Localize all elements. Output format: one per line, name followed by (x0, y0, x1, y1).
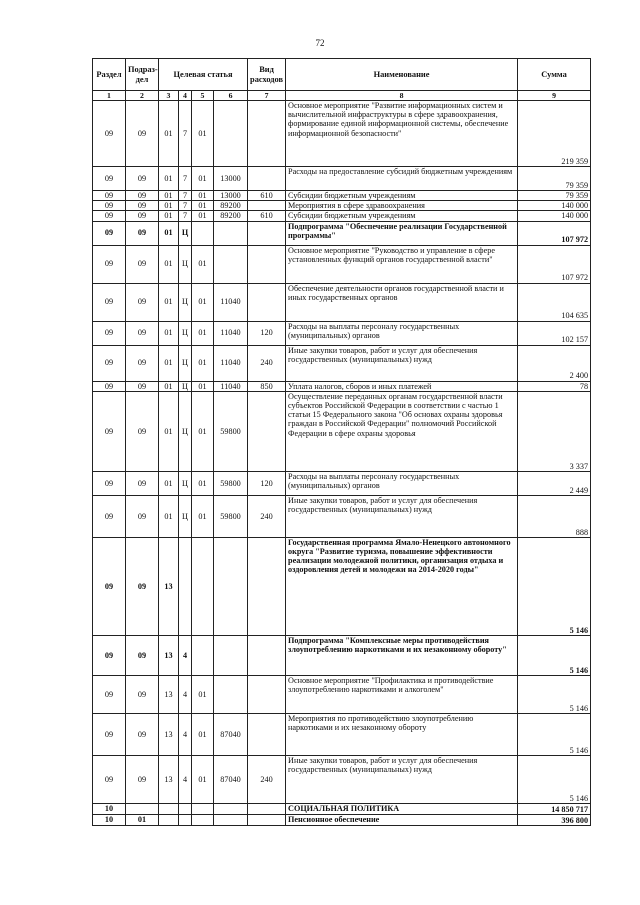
program-code-cell: 01 (159, 221, 179, 245)
podrazdel-cell: 09 (126, 167, 159, 191)
header-celevaya-statya: Целевая статья (159, 59, 248, 91)
event-code-cell: 01 (192, 101, 214, 167)
table-row (93, 713, 591, 755)
razdel-cell: 09 (93, 167, 126, 191)
expense-type-cell: 120 (248, 321, 286, 345)
amount-cell: 5 146 (518, 635, 591, 675)
event-code-cell: 01 (192, 471, 214, 495)
item-name-cell: Расходы на выплаты персоналу государственных (муниципальных) органов (286, 471, 518, 495)
table-row (93, 245, 591, 283)
page-number: 72 (315, 38, 325, 48)
amount-cell: 107 972 (518, 245, 591, 283)
column-number: 1 (93, 91, 126, 101)
razdel-cell: 09 (93, 245, 126, 283)
expense-type-cell (248, 391, 286, 471)
table-row (93, 381, 591, 391)
razdel-cell: 09 (93, 713, 126, 755)
razdel-cell: 09 (93, 495, 126, 537)
expense-type-cell (248, 283, 286, 321)
razdel-cell: 09 (93, 221, 126, 245)
item-name-cell: Мероприятия по противодействию злоупотреблению наркотиками и их незаконному обороту (286, 713, 518, 755)
expense-type-cell: 120 (248, 471, 286, 495)
direction-code-cell: 11040 (214, 381, 248, 391)
table-row (93, 675, 591, 713)
program-code-cell: 01 (159, 471, 179, 495)
column-number-row (93, 91, 591, 101)
column-number: 9 (518, 91, 591, 101)
subprogram-code-cell: Ц (179, 283, 192, 321)
podrazdel-cell: 09 (126, 495, 159, 537)
subprogram-code-cell: 4 (179, 713, 192, 755)
program-code-cell: 01 (159, 211, 179, 221)
amount-cell: 5 146 (518, 755, 591, 803)
expense-type-cell (248, 101, 286, 167)
expense-type-cell (248, 803, 286, 814)
amount-cell: 14 850 717 (518, 803, 591, 814)
podrazdel-cell: 09 (126, 675, 159, 713)
item-name-cell: Расходы на предоставление субсидий бюджетным учреждениям (286, 167, 518, 191)
direction-code-cell (214, 537, 248, 635)
item-name-cell: Государственная программа Ямало-Ненецкого автономного округа "Развитие туризма, повышение эффективности реализации молодежной политики, организация отдыха и оздоровления детей и молодежи на 2014-2020 годы" (286, 537, 518, 635)
item-name-cell: Пенсионное обеспечение (286, 814, 518, 825)
podrazdel-cell (126, 803, 159, 814)
header-vid-rashodov: Вид расходов (248, 59, 286, 91)
subprogram-code-cell: Ц (179, 221, 192, 245)
item-name-cell: Мероприятия в сфере здравоохранения (286, 201, 518, 211)
table-row (93, 391, 591, 471)
column-number: 4 (179, 91, 192, 101)
direction-code-cell: 59800 (214, 391, 248, 471)
table-row (93, 803, 591, 814)
item-name-cell: Осуществление переданных органам государственной власти субъектов Российской Федерации в соответствии с частью 1 статьи 15 Федерального закона "Об основах охраны здоровья граждан в Российской Федерации" полномочий Российской Федерации в сфере охраны здоровья (286, 391, 518, 471)
razdel-cell: 10 (93, 814, 126, 825)
event-code-cell (192, 635, 214, 675)
subprogram-code-cell: Ц (179, 495, 192, 537)
program-code-cell: 01 (159, 101, 179, 167)
amount-cell: 3 337 (518, 391, 591, 471)
column-number: 7 (248, 91, 286, 101)
table-row (93, 211, 591, 221)
item-name-cell: Расходы на выплаты персоналу государственных (муниципальных) органов (286, 321, 518, 345)
event-code-cell (192, 814, 214, 825)
razdel-cell: 09 (93, 321, 126, 345)
event-code-cell: 01 (192, 391, 214, 471)
amount-cell: 888 (518, 495, 591, 537)
razdel-cell: 09 (93, 675, 126, 713)
header-row (93, 59, 591, 91)
subprogram-code-cell: 4 (179, 755, 192, 803)
direction-code-cell: 11040 (214, 345, 248, 381)
direction-code-cell (214, 221, 248, 245)
column-number: 5 (192, 91, 214, 101)
expense-type-cell (248, 167, 286, 191)
direction-code-cell: 11040 (214, 283, 248, 321)
program-code-cell: 01 (159, 245, 179, 283)
direction-code-cell: 59800 (214, 471, 248, 495)
event-code-cell: 01 (192, 211, 214, 221)
header-naimenovanie: Наименование (286, 59, 518, 91)
subprogram-code-cell: Ц (179, 471, 192, 495)
razdel-cell: 09 (93, 471, 126, 495)
table-row (93, 814, 591, 825)
item-name-cell: Иные закупки товаров, работ и услуг для обеспечения государственных (муниципальных) нужд (286, 345, 518, 381)
item-name-cell: СОЦИАЛЬНАЯ ПОЛИТИКА (286, 803, 518, 814)
table-row (93, 321, 591, 345)
subprogram-code-cell (179, 814, 192, 825)
podrazdel-cell: 09 (126, 221, 159, 245)
razdel-cell: 09 (93, 381, 126, 391)
razdel-cell: 09 (93, 283, 126, 321)
subprogram-code-cell: Ц (179, 245, 192, 283)
event-code-cell (192, 537, 214, 635)
program-code-cell: 01 (159, 283, 179, 321)
amount-cell: 107 972 (518, 221, 591, 245)
header-podrazdel: Подраз- дел (126, 59, 159, 91)
razdel-cell: 10 (93, 803, 126, 814)
podrazdel-cell: 09 (126, 201, 159, 211)
subprogram-code-cell: 7 (179, 191, 192, 201)
event-code-cell: 01 (192, 283, 214, 321)
table-row (93, 635, 591, 675)
subprogram-code-cell: Ц (179, 345, 192, 381)
podrazdel-cell: 09 (126, 471, 159, 495)
program-code-cell: 13 (159, 537, 179, 635)
expense-type-cell (248, 814, 286, 825)
program-code-cell: 13 (159, 755, 179, 803)
amount-cell: 104 635 (518, 283, 591, 321)
program-code-cell: 01 (159, 201, 179, 211)
direction-code-cell: 89200 (214, 211, 248, 221)
expense-type-cell: 610 (248, 211, 286, 221)
direction-code-cell (214, 635, 248, 675)
program-code-cell (159, 814, 179, 825)
item-name-cell: Основное мероприятие "Развитие информационных систем и вычислительной инфраструктуры в сфере здравоохранения, формирование единой информационной системы, обеспечение информационной безопасности" (286, 101, 518, 167)
item-name-cell: Уплата налогов, сборов и иных платежей (286, 381, 518, 391)
program-code-cell: 13 (159, 713, 179, 755)
direction-code-cell: 87040 (214, 755, 248, 803)
amount-cell: 5 146 (518, 537, 591, 635)
subprogram-code-cell: Ц (179, 391, 192, 471)
header-summa: Сумма (518, 59, 591, 91)
expense-type-cell (248, 201, 286, 211)
razdel-cell: 09 (93, 391, 126, 471)
budget-table (92, 58, 591, 826)
razdel-cell: 09 (93, 211, 126, 221)
razdel-cell: 09 (93, 635, 126, 675)
table-row (93, 537, 591, 635)
subprogram-code-cell: 4 (179, 635, 192, 675)
amount-cell: 102 157 (518, 321, 591, 345)
event-code-cell: 01 (192, 381, 214, 391)
expense-type-cell (248, 635, 286, 675)
podrazdel-cell: 09 (126, 283, 159, 321)
item-name-cell: Субсидии бюджетным учреждениям (286, 191, 518, 201)
subprogram-code-cell: 7 (179, 167, 192, 191)
amount-cell: 219 359 (518, 101, 591, 167)
razdel-cell: 09 (93, 537, 126, 635)
subprogram-code-cell: Ц (179, 321, 192, 345)
table-row (93, 471, 591, 495)
podrazdel-cell: 09 (126, 211, 159, 221)
podrazdel-cell: 09 (126, 345, 159, 381)
item-name-cell: Подпрограмма "Обеспечение реализации Государственной программы" (286, 221, 518, 245)
subprogram-code-cell: 7 (179, 201, 192, 211)
expense-type-cell (248, 675, 286, 713)
direction-code-cell (214, 675, 248, 713)
subprogram-code-cell: Ц (179, 381, 192, 391)
podrazdel-cell: 09 (126, 381, 159, 391)
amount-cell: 140 000 (518, 211, 591, 221)
item-name-cell: Иные закупки товаров, работ и услуг для обеспечения государственных (муниципальных) нужд (286, 495, 518, 537)
event-code-cell (192, 221, 214, 245)
header-razdel: Раздел (93, 59, 126, 91)
direction-code-cell: 13000 (214, 167, 248, 191)
subprogram-code-cell: 4 (179, 675, 192, 713)
expense-type-cell: 240 (248, 495, 286, 537)
expense-type-cell: 850 (248, 381, 286, 391)
podrazdel-cell: 09 (126, 537, 159, 635)
podrazdel-cell: 09 (126, 245, 159, 283)
amount-cell: 2 400 (518, 345, 591, 381)
direction-code-cell (214, 101, 248, 167)
event-code-cell: 01 (192, 201, 214, 211)
expense-type-cell (248, 713, 286, 755)
table-row (93, 201, 591, 211)
razdel-cell: 09 (93, 345, 126, 381)
subprogram-code-cell: 7 (179, 211, 192, 221)
item-name-cell: Основное мероприятие "Профилактика и противодействие злоупотреблению наркотиками и алкоголем" (286, 675, 518, 713)
item-name-cell: Основное мероприятие "Руководство и управление в сфере установленных функций органов государственной власти" (286, 245, 518, 283)
table-row (93, 345, 591, 381)
event-code-cell: 01 (192, 321, 214, 345)
direction-code-cell (214, 803, 248, 814)
item-name-cell: Субсидии бюджетным учреждениям (286, 211, 518, 221)
event-code-cell: 01 (192, 345, 214, 381)
table-row (93, 755, 591, 803)
program-code-cell: 01 (159, 345, 179, 381)
direction-code-cell: 87040 (214, 713, 248, 755)
expense-type-cell: 610 (248, 191, 286, 201)
table-row (93, 283, 591, 321)
subprogram-code-cell (179, 803, 192, 814)
column-number: 2 (126, 91, 159, 101)
podrazdel-cell: 09 (126, 635, 159, 675)
program-code-cell: 01 (159, 191, 179, 201)
podrazdel-cell: 09 (126, 321, 159, 345)
podrazdel-cell: 01 (126, 814, 159, 825)
event-code-cell: 01 (192, 191, 214, 201)
expense-type-cell: 240 (248, 755, 286, 803)
table-row (93, 101, 591, 167)
event-code-cell: 01 (192, 245, 214, 283)
amount-cell: 79 359 (518, 167, 591, 191)
item-name-cell: Обеспечение деятельности органов государственной власти и иных государственных органов (286, 283, 518, 321)
item-name-cell: Подпрограмма "Комплексные меры противодействия злоупотреблению наркотиками и их незаконному обороту" (286, 635, 518, 675)
direction-code-cell (214, 245, 248, 283)
event-code-cell: 01 (192, 675, 214, 713)
direction-code-cell: 13000 (214, 191, 248, 201)
column-number: 3 (159, 91, 179, 101)
amount-cell: 396 800 (518, 814, 591, 825)
table-row (93, 191, 591, 201)
expense-type-cell (248, 537, 286, 635)
podrazdel-cell: 09 (126, 755, 159, 803)
direction-code-cell: 89200 (214, 201, 248, 211)
program-code-cell: 01 (159, 167, 179, 191)
amount-cell: 5 146 (518, 675, 591, 713)
program-code-cell (159, 803, 179, 814)
program-code-cell: 01 (159, 391, 179, 471)
amount-cell: 2 449 (518, 471, 591, 495)
event-code-cell: 01 (192, 713, 214, 755)
amount-cell: 5 146 (518, 713, 591, 755)
subprogram-code-cell (179, 537, 192, 635)
amount-cell: 140 000 (518, 201, 591, 211)
program-code-cell: 01 (159, 321, 179, 345)
podrazdel-cell: 09 (126, 101, 159, 167)
direction-code-cell: 59800 (214, 495, 248, 537)
amount-cell: 79 359 (518, 191, 591, 201)
program-code-cell: 13 (159, 675, 179, 713)
event-code-cell: 01 (192, 755, 214, 803)
event-code-cell: 01 (192, 495, 214, 537)
table-row (93, 167, 591, 191)
direction-code-cell: 11040 (214, 321, 248, 345)
table-row (93, 221, 591, 245)
razdel-cell: 09 (93, 191, 126, 201)
expense-type-cell (248, 221, 286, 245)
expense-type-cell: 240 (248, 345, 286, 381)
amount-cell: 78 (518, 381, 591, 391)
program-code-cell: 01 (159, 381, 179, 391)
table-row (93, 495, 591, 537)
razdel-cell: 09 (93, 101, 126, 167)
podrazdel-cell: 09 (126, 191, 159, 201)
column-number: 6 (214, 91, 248, 101)
program-code-cell: 13 (159, 635, 179, 675)
column-number: 8 (286, 91, 518, 101)
expense-type-cell (248, 245, 286, 283)
podrazdel-cell: 09 (126, 713, 159, 755)
razdel-cell: 09 (93, 201, 126, 211)
direction-code-cell (214, 814, 248, 825)
event-code-cell (192, 803, 214, 814)
item-name-cell: Иные закупки товаров, работ и услуг для обеспечения государственных (муниципальных) нужд (286, 755, 518, 803)
program-code-cell: 01 (159, 495, 179, 537)
razdel-cell: 09 (93, 755, 126, 803)
event-code-cell: 01 (192, 167, 214, 191)
podrazdel-cell: 09 (126, 391, 159, 471)
subprogram-code-cell: 7 (179, 101, 192, 167)
